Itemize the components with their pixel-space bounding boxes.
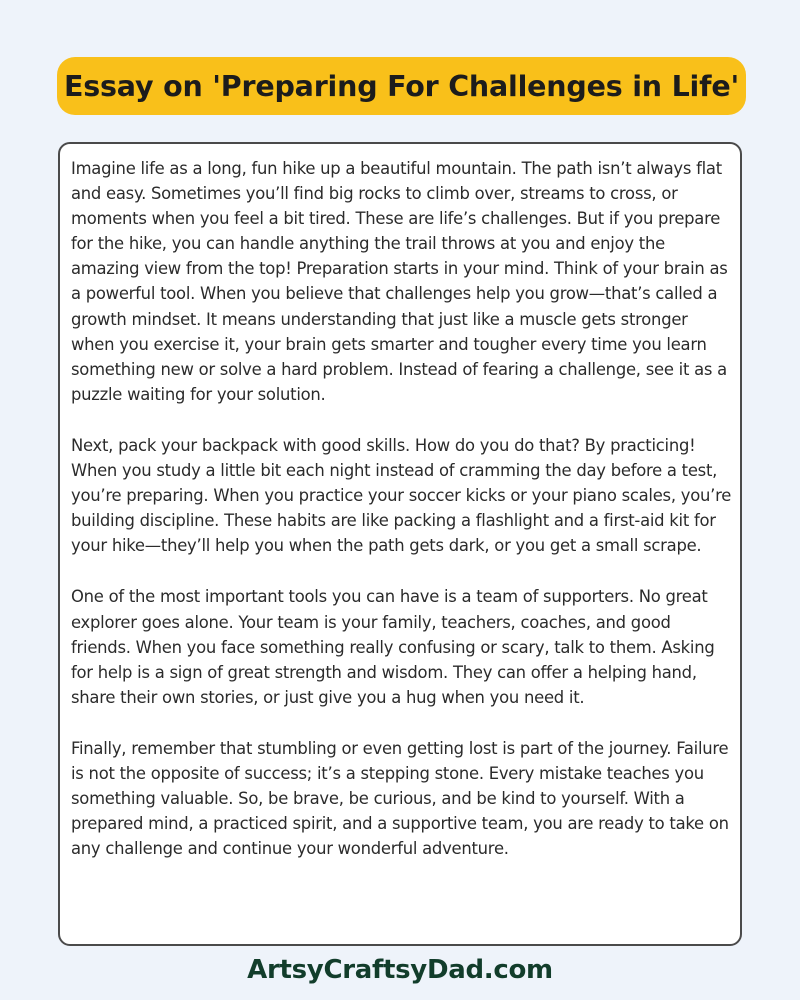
essay-paragraph-4: Finally, remember that stumbling or even getting lost is part of the journey. Failure is not the opposite of success; it’s a stepping stone. Every mistake teaches you something valuable. So, be brave, be curious, and be kind to yourself. With a prepared mind, a practiced spirit, and a supportive team, you are ready to take on any challenge and continue your wonderful adventure.	[71, 738, 729, 859]
essay-paragraph-3: One of the most important tools you can have is a team of supporters. No great explorer goes alone. Your team is your family, teachers, coaches, and good friends. When you face something really confusing or scary, talk to them. Asking for help is a sign of great strength and wisdom. They can offer a helping hand, share their own stories, or just give you a hug when you need it.	[71, 587, 715, 707]
essay-paragraph-2: Next, pack your backpack with good skills. How do you do that? By practicing! When you study a little bit each night instead of cramming the day before a test, you’re preparing. When you practice your soccer kicks or your piano scales, you’re building discipline. These habits are like packing a flashlight and a first-aid kit for your hike—they’ll help you when the path gets dark, or you get a small scrape.	[71, 435, 732, 556]
footer-brand: ArtsyCraftsyDad.com	[247, 955, 553, 985]
title-banner	[57, 57, 746, 115]
essay-paragraph-1: Imagine life as a long, fun hike up a beautiful mountain. The path isn’t always flat and easy. Sometimes you’ll find big rocks to climb over, streams to cross, or moments when you feel a bit tired. These are life’s challenges. But if you prepare for the hike, you can handle anything the trail throws at you and enjoy the amazing view from the top! Preparation starts in your mind. Think of your brain as a powerful tool. When you believe that challenges help you grow—that’s called a growth mindset. It means understanding that just like a muscle gets stronger when you exercise it, your brain gets smarter and tougher every time you learn something new or solve a hard problem. Instead of fearing a challenge, see it as a puzzle waiting for your solution.	[71, 159, 728, 404]
page-title: Essay on 'Preparing For Challenges in Life'	[64, 69, 739, 103]
essay-box	[58, 142, 742, 946]
